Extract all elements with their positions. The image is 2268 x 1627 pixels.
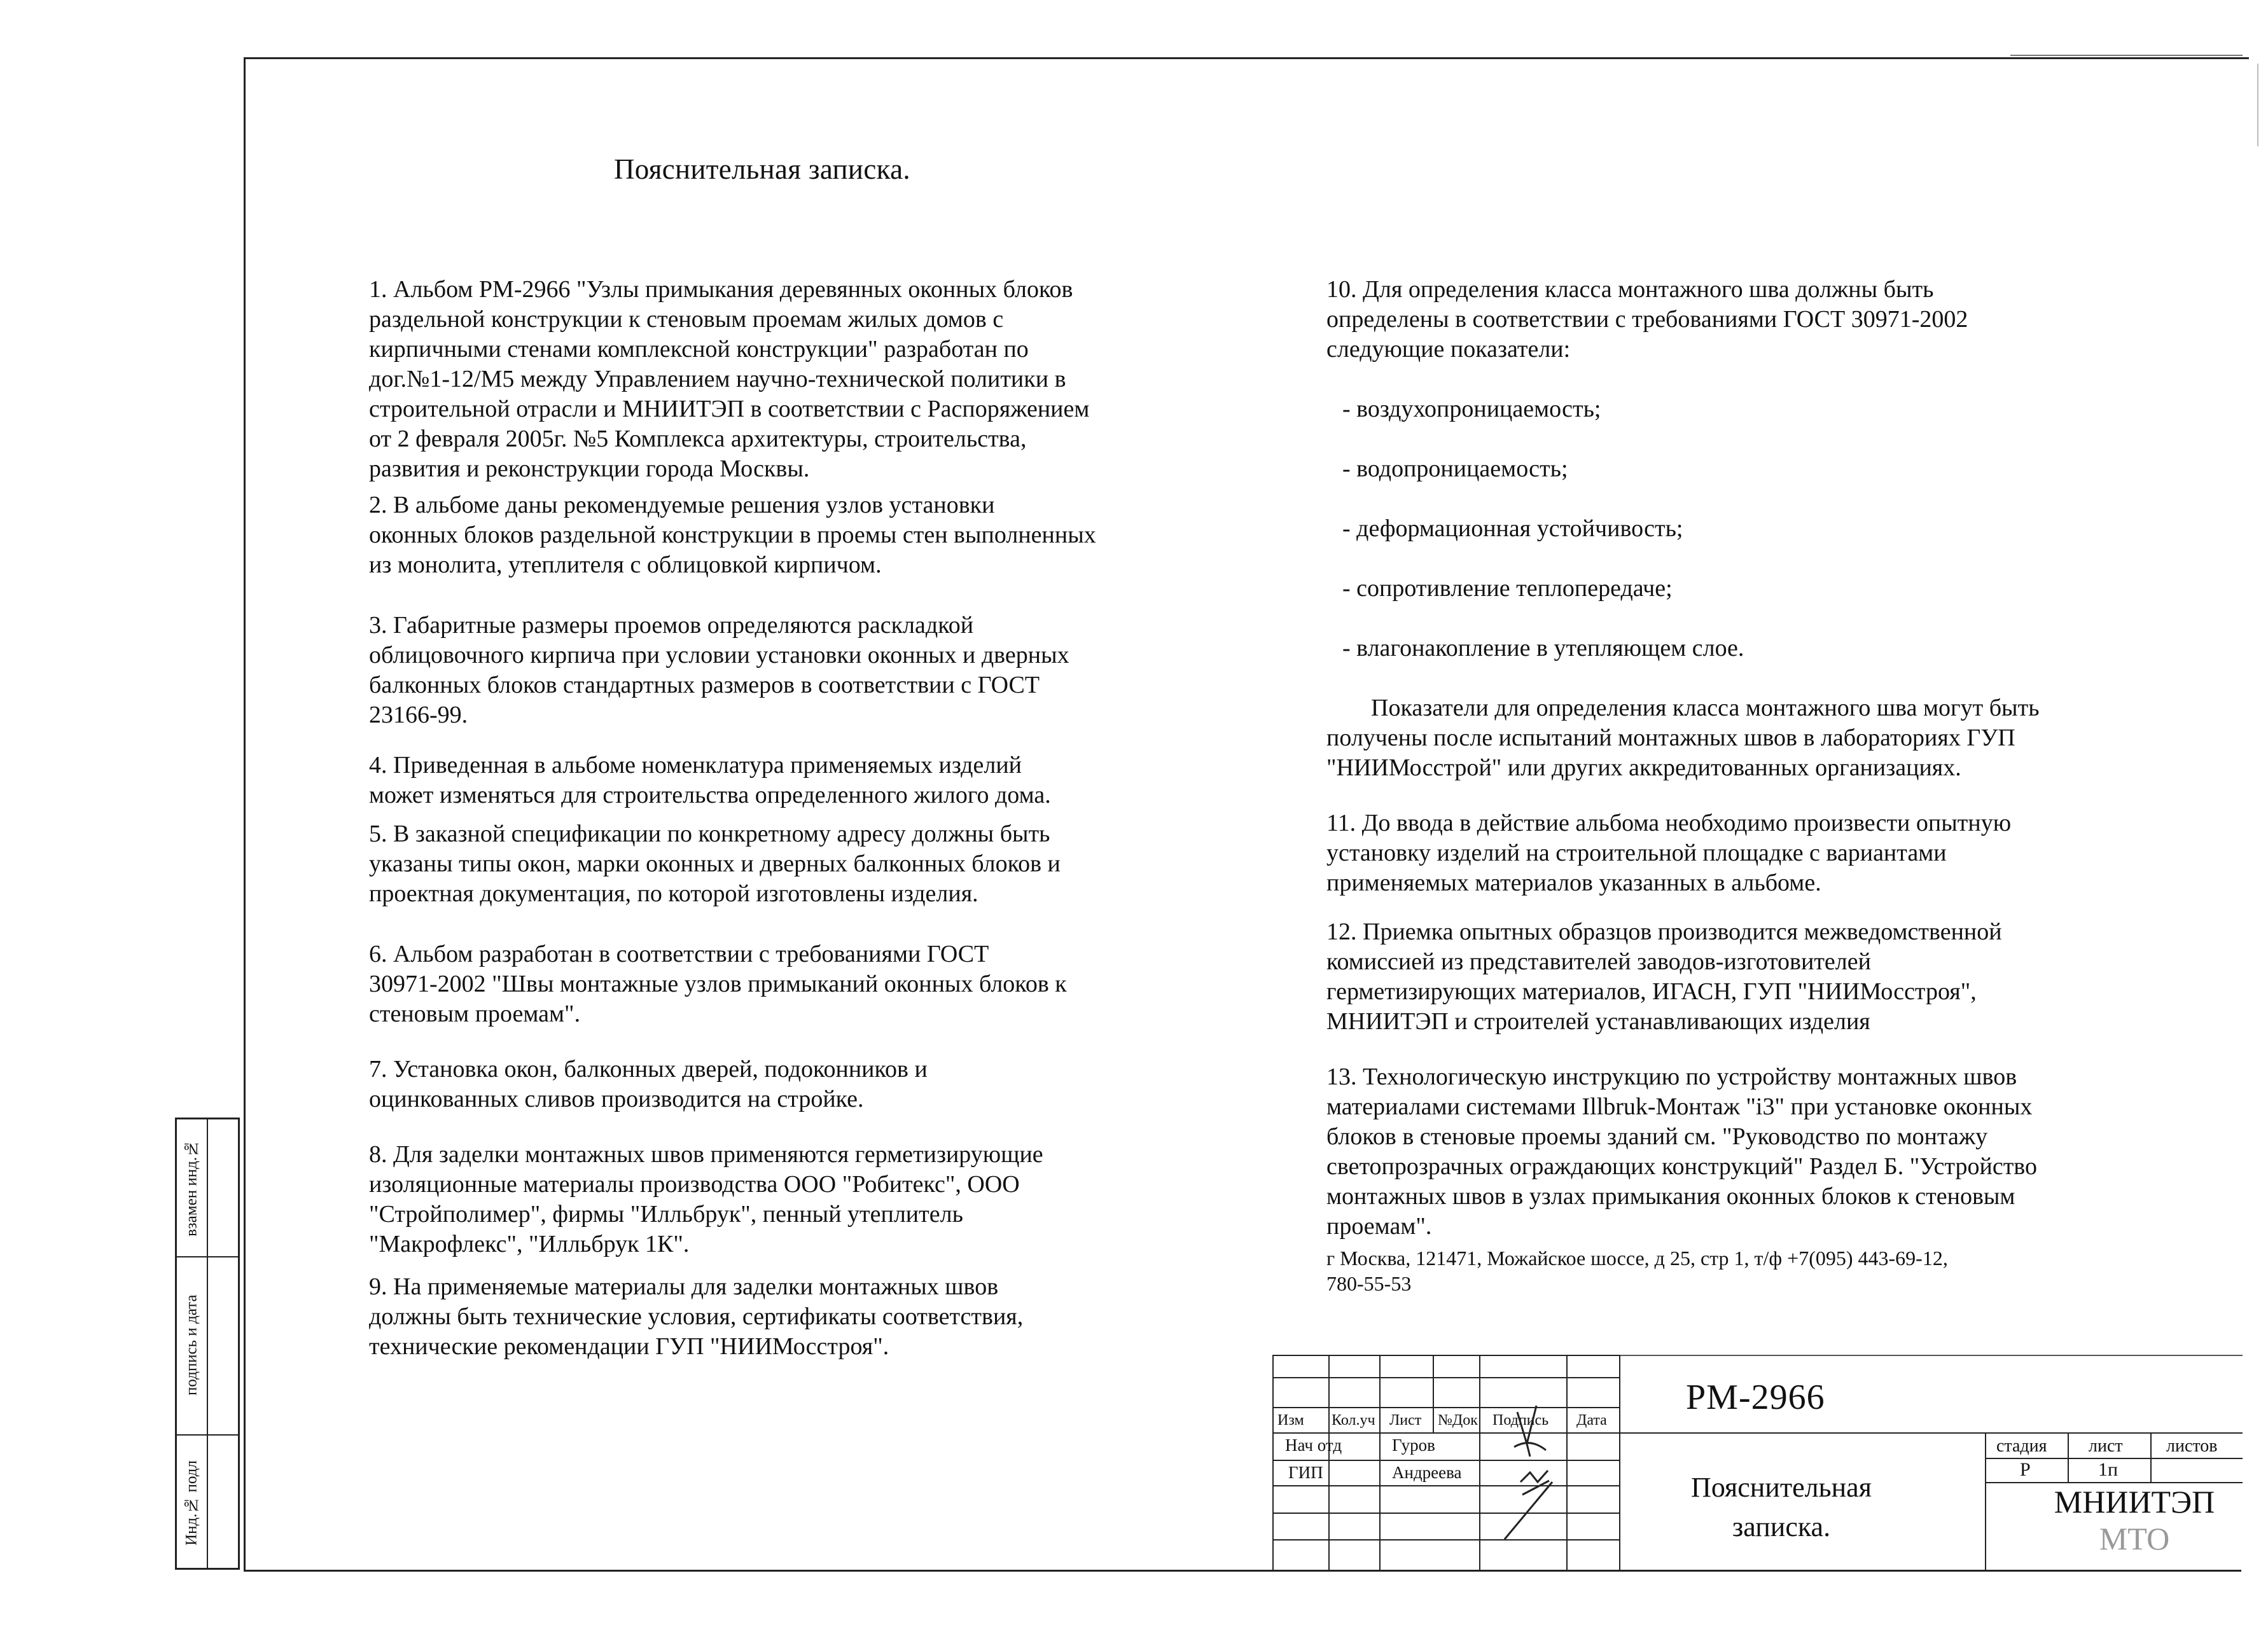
title-block-rule [1479,1355,1480,1570]
title-block-rule [2150,1432,2152,1482]
list-item: - деформационная устойчивость; [1342,515,1683,542]
left-column [369,275,1196,1362]
paragraph-9: 9. На применяемые материалы для заделки монтажных швов должны быть технические условия, сертификаты соответствия, технические рекомендации ГУП "НИИМосстроя". [369,1273,1024,1360]
paragraph-8: 8. Для заделки монтажных швов применяются герметизирующие изоляционные материалы производства ООО "Робитекс", ООО "Стройполимер", фирмы "Илльбрук", пенный утеплитель "Макрофлекс", "Илльбрук 1К". [369,1141,1043,1257]
stage-label: стадия [1996,1436,2047,1456]
organization [2029,1483,2239,1557]
paragraph-12: 12. Приемка опытных образцов производится межведомственной комиссией из представителей заводов-изготовителей герметизирующих материалов, ИГАСН, ГУП "НИИМосстроя", МНИИТЭП и строителей устанавливающих изделия [1326,918,2002,1035]
header-change-no: Изм [1277,1412,1304,1429]
right-column [1326,275,2166,1296]
title-block-rule [1619,1355,2243,1356]
title-block-rule [1433,1355,1434,1432]
list-item: - водопроницаемость; [1342,455,1568,482]
scan-edge-mark [2257,64,2258,146]
side-stamp-divider [207,1119,208,1568]
organization-department: МТО [2099,1521,2170,1556]
replacement-inventory-label: взамен инд.№ [183,1139,200,1236]
handwritten-signature [1492,1387,1562,1539]
role-chief-engineer: ГИП [1288,1463,1323,1482]
side-stamp [175,1118,240,1570]
list-item: - влагонакопление в утепляющем слое. [1342,635,1744,661]
paragraph-10-intro: 10. Для определения класса монтажного шва должны быть определены в соответствии с требованиями ГОСТ 30971-2002 следующие показатели: [1326,276,1968,363]
header-sheet: Лист [1389,1412,1422,1429]
sheet-value: 1п [2098,1459,2118,1480]
header-quantity: Кол.уч [1332,1412,1375,1429]
organization-name: МНИИТЭП [2054,1484,2215,1520]
paragraph-4: 4. Приведенная в альбоме номенклатура применяемых изделий может изменяться для строительства определенного жилого дома. [369,752,1051,808]
paragraph-3: 3. Габаритные размеры проемов определяются раскладкой облицовочного кирпича при условии установки оконных и дверных балконных блоков стандартных размеров в соответствии с ГОСТ 23166-99. [369,612,1069,728]
title-block-rule [1619,1355,1620,1570]
list-item: - сопротивление теплопередаче; [1342,575,1673,602]
original-inventory-label: Инд.№ подл [183,1460,200,1546]
title-block-rule [1272,1432,2243,1434]
indicator-list [1326,364,2166,693]
paragraph-2: 2. В альбоме даны рекомендуемые решения узлов установки оконных блоков раздельной конструкции в проемы стен выполненных из монолита, утеплителя с облицовкой кирпичом. [369,492,1096,578]
name-department-head: Гуров [1392,1436,1435,1455]
header-document-no: №Док [1438,1412,1478,1429]
total-sheets-label: листов [2166,1436,2218,1456]
title-block-rule [1566,1355,1568,1570]
paragraph-7: 7. Установка окон, балконных дверей, подоконников и оцинкованных сливов производится на стройке. [369,1056,928,1112]
paragraph-10-outro: Показатели для определения класса монтажного шва могут быть получены после испытаний монтажных швов в лабораториях ГУП "НИИМосстрой" или других аккредитованных организациях. [1326,695,2040,781]
title-block-rule [2068,1432,2069,1482]
document-name: Пояснительная записка. [1691,1472,1872,1542]
page-title: Пояснительная записка. [614,153,910,185]
list-item: - воздухопроницаемость; [1342,396,1601,422]
frame-bottom-border [244,1570,2241,1572]
header-date: Дата [1576,1412,1607,1429]
frame-top-border [245,57,2249,59]
document-code: РМ-2966 [1686,1378,1825,1417]
address-line: г Москва, 121471, Можайское шоссе, д 25, стр 1, т/ф +7(095) 443-69-12, 780-55-53 [1326,1247,1948,1295]
sheet-label: лист [2089,1436,2123,1456]
paragraph-11: 11. До ввода в действие альбома необходимо произвести опытную установку изделий на строительной площадке с вариантами применяемых материалов указанных в альбоме. [1326,810,2012,896]
frame-top-right-mark [2010,55,2243,56]
frame-left-border [244,57,246,1571]
paragraph-13: 13. Технологическую инструкцию по устройству монтажных швов материалами системами Illbruk-Монтаж "i3" при установке оконных блоков в стеновые проемы зданий см. "Руководство по монтажу светопрозрачных ограждающих конструкций" Раздел Б. "Устройство монтажных швов в узлах примыкания оконных блоков к стеновым проемам". [1326,1063,2037,1240]
signature-date-label: подпись и дата [183,1294,200,1396]
name-chief-engineer: Андреева [1392,1463,1462,1482]
title-block-rule [1985,1432,1986,1570]
paragraph-1: 1. Альбом РМ-2966 "Узлы примыкания деревянных оконных блоков раздельной конструкции к стеновым проемам жилых домов с кирпичными стенами комплексной конструкции" разработан по дог.№1-12/М5 между Управлением научно-технической политики в строительной отрасли и МНИИТЭП в соответствии с Распоряжением от 2 февраля 2005г. №5 Комплекса архитектуры, строительства, развития и реконструкции города Москвы. [369,276,1090,482]
title-block-rule [1272,1355,1274,1570]
title-block-rule [1328,1355,1330,1570]
paragraph-5: 5. В заказной спецификации по конкретному адресу должны быть указаны типы окон, марки оконных и дверных балконных блоков и проектная документация, по которой изготовлены изделия. [369,820,1061,907]
header-signature: Подпись [1492,1412,1549,1429]
role-department-head: Нач отд [1285,1436,1342,1455]
title-block-rule [1379,1355,1381,1570]
paragraph-6: 6. Альбом разработан в соответствии с требованиями ГОСТ 30971-2002 "Швы монтажные узлов примыканий оконных блоков к стеновым проемам". [369,941,1067,1027]
stage-value: Р [2020,1459,2031,1480]
